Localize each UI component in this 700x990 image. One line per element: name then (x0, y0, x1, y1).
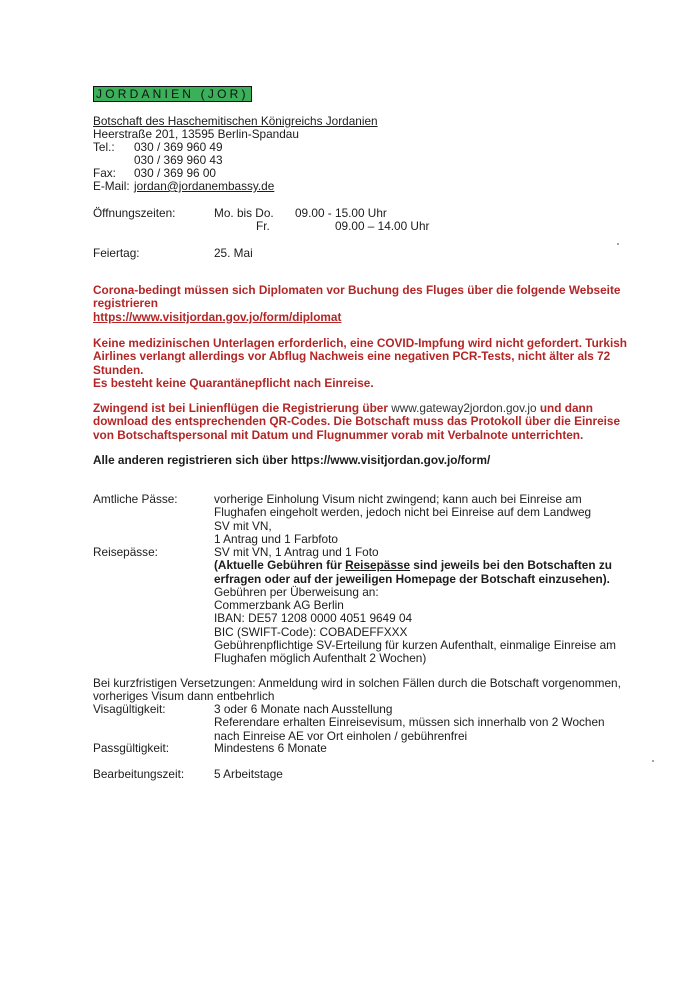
corona-p1-line: registrieren (93, 296, 158, 311)
email-label: E-Mail: (93, 179, 130, 193)
embassy-address: Heerstraße 201, 13595 Berlin-Spandau (93, 127, 299, 141)
official-line: Flughafen eingeholt werden, jedoch nicht bei Einreise auf dem Landweg (214, 505, 592, 520)
scan-speck (617, 243, 619, 245)
corona-paragraph-2 (93, 337, 627, 390)
short-notice-text (93, 677, 621, 704)
holiday-value: 25. Mai (214, 246, 253, 260)
official-line: SV mit VN, (214, 518, 272, 533)
diplomat-registration-link[interactable]: https://www.visitjordan.gov.jo/form/diplomat (93, 309, 342, 324)
tel-number-2: 030 / 369 960 43 (134, 153, 223, 167)
corona-p3-line: von Botschaftspersonal mit Datum und Flugnummer vorab mit Verbalnote unterrichten. (93, 427, 584, 442)
scan-speck (652, 760, 654, 762)
country-heading: JORDANIEN (JOR) (93, 86, 252, 102)
official-line: vorherige Einholung Visum nicht zwingend; kann auch bei Einreise am (214, 492, 582, 506)
gateway-link[interactable]: www.gateway2jordon.gov.jo (391, 401, 537, 415)
email-link[interactable]: jordan@jordanembassy.de (134, 179, 275, 193)
corona-p2-line: Stunden. (93, 362, 144, 377)
corona-paragraph-1 (93, 284, 620, 324)
other-registration-note: Alle anderen registrieren sich über https://www.visitjordan.gov.jo/form/ (93, 453, 491, 467)
hours-label: Öffnungszeiten: (93, 206, 176, 220)
hours-time-2: 09.00 – 14.00 Uhr (335, 219, 430, 233)
travel-passports-text (214, 546, 616, 666)
hours-time-1: 09.00 - 15.00 Uhr (295, 206, 387, 220)
processing-time-value: 5 Arbeitstage (214, 767, 283, 781)
corona-p2-line: Keine medizinischen Unterlagen erforderlich, eine COVID-Impfung wird nicht gefordert. Turkish (93, 336, 627, 350)
official-passports-text (214, 493, 591, 546)
corona-paragraph-3 (93, 402, 620, 442)
fax-label: Fax: (93, 166, 116, 180)
bic: BIC (SWIFT-Code): COBADEFFXXX (214, 624, 408, 639)
hours-days-2: Fr. (256, 219, 270, 233)
visa-line: Referendare erhalten Einreisevisum, müssen sich innerhalb von 2 Wochen (214, 715, 605, 730)
corona-p3-line: download des entsprechenden QR-Codes. Die Botschaft muss das Protokoll über die Einreise (93, 414, 621, 429)
visa-line: nach Einreise AE vor Ort einholen / gebührenfrei (214, 728, 468, 743)
hours-days-1: Mo. bis Do. (214, 206, 274, 220)
travel-line: SV mit VN, 1 Antrag und 1 Foto (214, 545, 379, 559)
passport-validity-label: Passgültigkeit: (93, 741, 170, 755)
fee-line: Gebührenpflichtige SV-Erteilung für kurzen Aufenthalt, einmalige Einreise am (214, 638, 616, 653)
processing-time-label: Bearbeitungszeit: (93, 767, 185, 781)
corona-p1-line: Corona-bedingt müssen sich Diplomaten vor Buchung des Fluges über die folgende Webseite (93, 283, 621, 297)
short-notice-line: Bei kurzfristigen Versetzungen: Anmeldung wird in solchen Fällen durch die Botschaft vorgenommen, (93, 676, 621, 690)
fee-notice-line: (Aktuelle Gebühren für Reisepässe sind jeweils bei den Botschaften zu (214, 558, 612, 573)
short-notice-line: vorheriges Visum dann entbehrlich (93, 689, 275, 704)
visa-validity-label: Visagültigkeit: (93, 702, 166, 716)
official-passports-label: Amtliche Pässe: (93, 492, 178, 506)
iban: IBAN: DE57 1208 0000 4051 9649 04 (214, 611, 413, 626)
fee-line: Gebühren per Überweisung an: (214, 584, 379, 599)
tel-label: Tel.: (93, 140, 115, 154)
fee-line: Flughafen möglich Aufenthalt 2 Wochen) (214, 651, 427, 666)
corona-p3-line: Zwingend ist bei Linienflügen die Registrierung über www.gateway2jordon.gov.jo und dann (93, 401, 593, 415)
tel-number-1: 030 / 369 960 49 (134, 140, 223, 154)
fax-number: 030 / 369 96 00 (134, 166, 216, 180)
quarantine-note: Es besteht keine Quarantänepflicht nach Einreise. (93, 375, 374, 390)
visa-validity-text (214, 703, 605, 743)
corona-p2-line: Airlines verlangt allerdings vor Abflug Nachweis eine negativen PCR-Tests, nicht älter als 72 (93, 349, 611, 364)
official-line: 1 Antrag und 1 Farbfoto (214, 531, 338, 546)
fee-notice-line: erfragen oder auf der jeweiligen Homepage der Botschaft einzusehen). (214, 571, 610, 586)
passport-validity-value: Mindestens 6 Monate (214, 741, 327, 755)
travel-passports-label: Reisepässe: (93, 545, 158, 559)
bank-name: Commerzbank AG Berlin (214, 598, 344, 613)
holiday-label: Feiertag: (93, 246, 140, 260)
visa-line: 3 oder 6 Monate nach Ausstellung (214, 702, 393, 716)
embassy-name: Botschaft des Haschemitischen Königreichs Jordanien (93, 114, 378, 128)
